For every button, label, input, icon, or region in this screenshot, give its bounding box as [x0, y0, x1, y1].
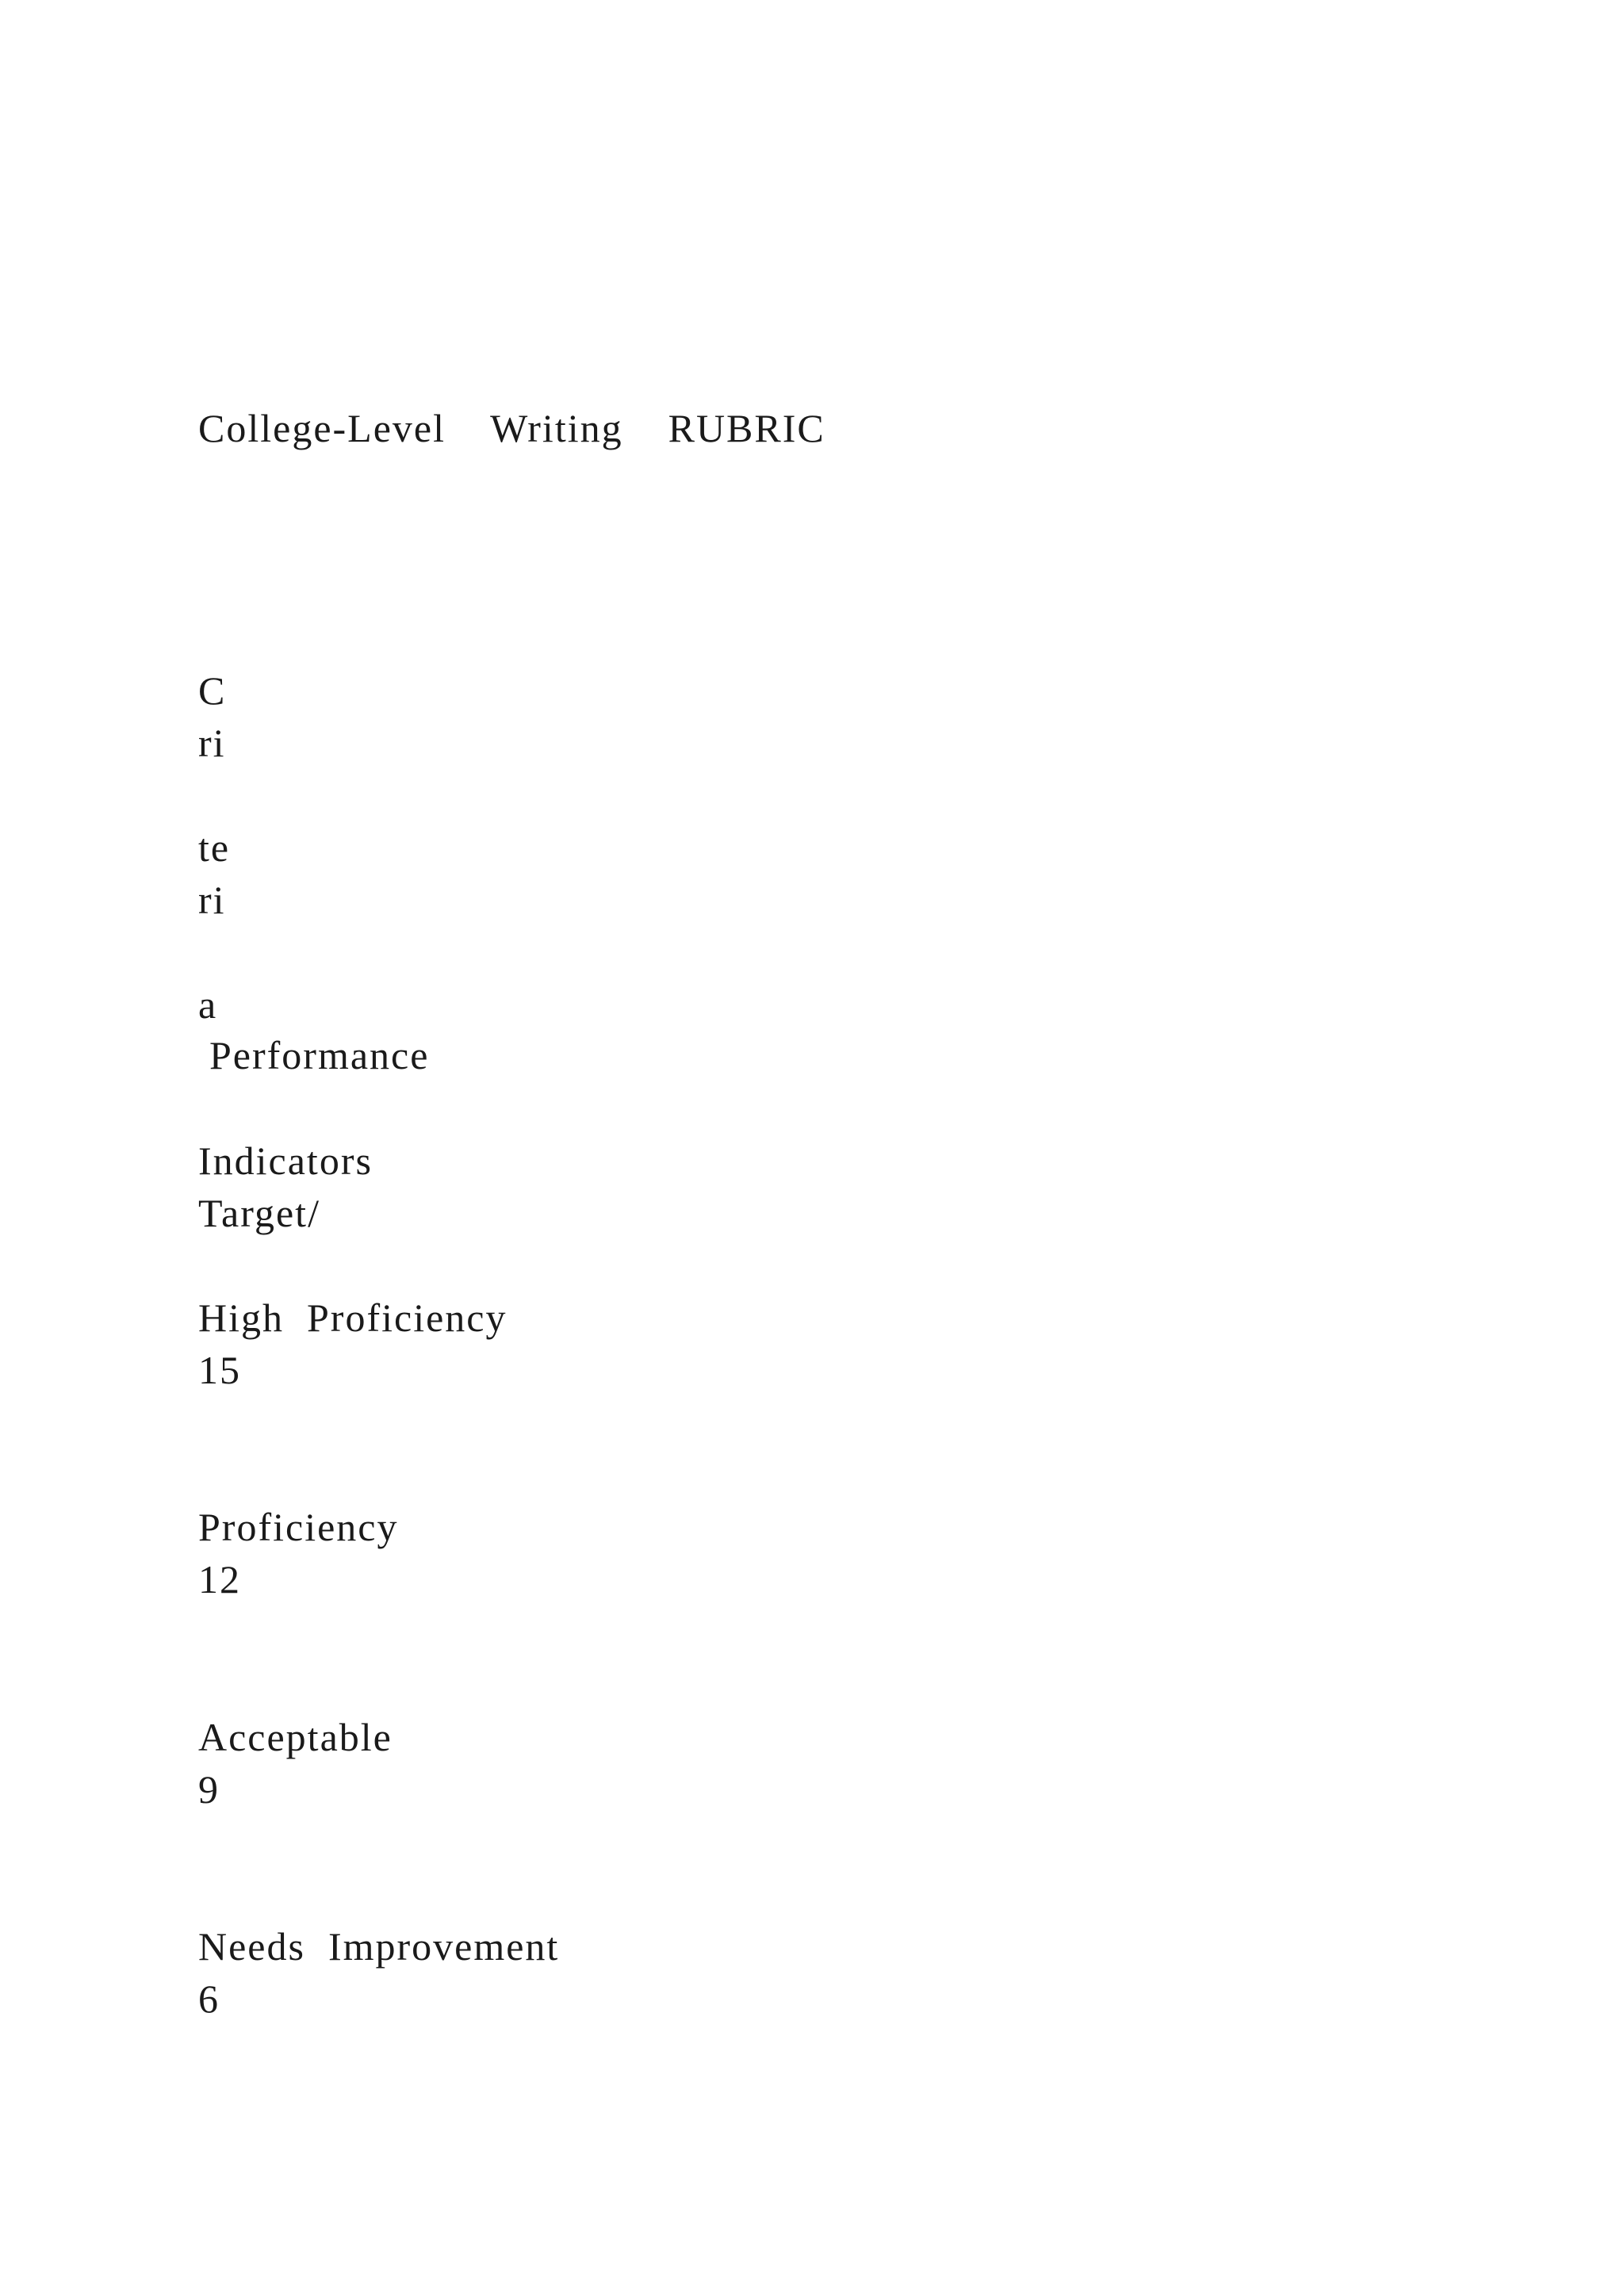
level-name-high-proficiency: High Proficiency	[198, 1295, 508, 1340]
criteria-fragment: ri	[198, 721, 226, 765]
level-points-high-proficiency: 15	[198, 1348, 241, 1392]
document-title: College-Level Writing RUBRIC	[198, 406, 825, 450]
criteria-fragment: a	[198, 982, 218, 1027]
performance-label: Performance	[209, 1033, 430, 1077]
criteria-fragment: te	[198, 825, 231, 870]
criteria-fragment: C	[198, 668, 227, 713]
level-points-proficiency: 12	[198, 1557, 241, 1601]
level-name-needs-improvement: Needs Improvement	[198, 1924, 560, 1969]
target-label: Target/	[198, 1191, 320, 1235]
level-points-needs-improvement: 6	[198, 1976, 220, 2021]
level-name-acceptable: Acceptable	[198, 1715, 393, 1759]
criteria-fragment: ri	[198, 878, 226, 922]
indicators-label: Indicators	[198, 1138, 373, 1183]
level-name-proficiency: Proficiency	[198, 1505, 399, 1549]
level-points-acceptable: 9	[198, 1767, 220, 1812]
